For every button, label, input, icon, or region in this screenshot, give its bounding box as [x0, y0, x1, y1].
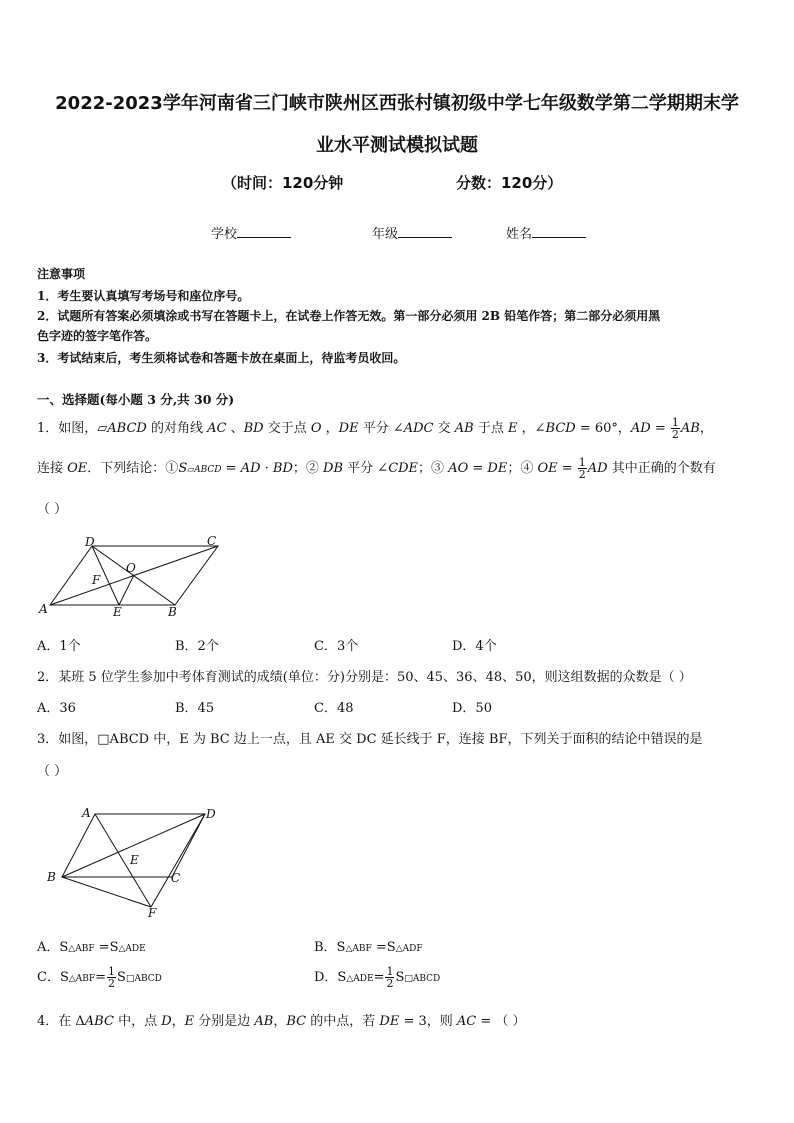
label-c: C: [171, 871, 181, 885]
notes-item: 2．试题所有答案必须填涂或书写在答题卡上，在试卷上作答无效。第一部分必须用 2B 铅笔作答；第二部分必须用黑: [37, 309, 661, 323]
label-f: F: [92, 573, 101, 587]
fraction: $\frac{1}{2}$: [386, 965, 394, 990]
school-field: [211, 223, 291, 242]
q1-option-c: C．3个: [314, 639, 359, 654]
label-e: E: [113, 605, 122, 619]
segment-df: [151, 814, 205, 907]
q3-option-d: D．S△ADE= $\frac{1}{2}$ S□ABCD: [314, 965, 441, 990]
grade-blank: [398, 225, 452, 238]
question-2: 2．某班 5 位学生参加中考体育测试的成绩(单位：分)分别是：50、45、36、48、50，则这组数据的众数是（ ）: [37, 670, 692, 685]
exam-title-line1: 2022-2023学年河南省三门峡市陕州区西张村镇初级中学七年级数学第二学期期末学: [55, 93, 739, 114]
school-label: 学校: [211, 227, 238, 242]
section-heading: 一、选择题(每小题 3 分,共 30 分): [37, 392, 235, 407]
q3-parallelogram-figure: [42, 803, 232, 925]
exam-time: （时间：120分钟: [222, 174, 344, 192]
grade-field: [372, 223, 452, 242]
fraction: $\frac{1}{2}$: [578, 456, 586, 481]
question-1-paren: （ ）: [37, 502, 68, 517]
segment-bf: [62, 877, 151, 907]
q1-parallelogram-figure: [35, 533, 225, 623]
label-d: D: [85, 535, 95, 549]
q1-option-b: B．2个: [175, 639, 219, 654]
label-b: B: [47, 870, 56, 884]
label-c: C: [207, 534, 217, 548]
q2-option-d: D．50: [452, 701, 492, 716]
notes-heading: 注意事项: [37, 267, 86, 281]
grade-label: 年级: [372, 227, 399, 242]
notes-item: 1．考生要认真填写考场号和座位序号。: [37, 289, 250, 303]
name-field: [506, 223, 586, 242]
segment-bd: [62, 814, 205, 877]
label-d: D: [206, 807, 216, 821]
fraction: $\frac{1}{2}$: [671, 416, 679, 441]
q2-option-b: B．45: [175, 701, 215, 716]
q2-option-a: A．36: [37, 701, 76, 716]
exam-title-line2: 业水平测试模拟试题: [316, 135, 478, 156]
fraction: $\frac{1}{2}$: [108, 965, 116, 990]
label-o: O: [126, 561, 136, 575]
question-1-line2: 连接 OE．下列结论：①S▱ABCD = AD · BD；② DB 平分 ∠CDE；③ AO = DE；④ OE = $\frac{1}{2}$ AD 其中正确的个数有: [37, 456, 716, 481]
school-blank: [237, 225, 291, 238]
label-a: A: [82, 806, 91, 820]
question-3-paren: （ ）: [37, 764, 68, 779]
q1-option-a: A．1个: [37, 639, 81, 654]
label-a: A: [39, 602, 48, 616]
notes-item: 色字迹的签字笔作答。: [37, 329, 158, 343]
label-e: E: [130, 853, 139, 867]
q2-option-c: C．48: [314, 701, 354, 716]
label-f: F: [148, 906, 157, 920]
exam-score: 分数：120分）: [456, 174, 563, 192]
name-label: 姓名: [506, 227, 533, 242]
q1-option-d: D．4个: [452, 639, 497, 654]
question-1-line1: 1．如图，▱ABCD 的对角线 AC 、BD 交于点 O ，DE 平分 ∠ADC 交 AB 于点 E ，∠BCD = 60°，AD = $\frac{1}{2}$ AB，: [37, 416, 713, 441]
notes-item: 3．考试结束后，考生须将试卷和答题卡放在桌面上，待监考员收回。: [37, 351, 406, 365]
q3-option-a: A．S△ABF =S△ADE: [37, 940, 146, 955]
name-blank: [532, 225, 586, 238]
segment-af: [95, 814, 151, 907]
q3-option-b: B．S△ABF =S△ADF: [314, 940, 423, 955]
question-3: 3．如图，□ABCD 中，E 为 BC 边上一点，且 AE 交 DC 延长线于 F，连接 BF，下列关于面积的结论中错误的是: [37, 732, 703, 747]
q3-option-c: C．S△ABF= $\frac{1}{2}$ S□ABCD: [37, 965, 162, 990]
question-4: 4．在 ΔABC 中，点 D，E 分别是边 AB，BC 的中点，若 DE = 3，则 AC = （ ）: [37, 1014, 526, 1029]
label-b: B: [168, 605, 177, 619]
